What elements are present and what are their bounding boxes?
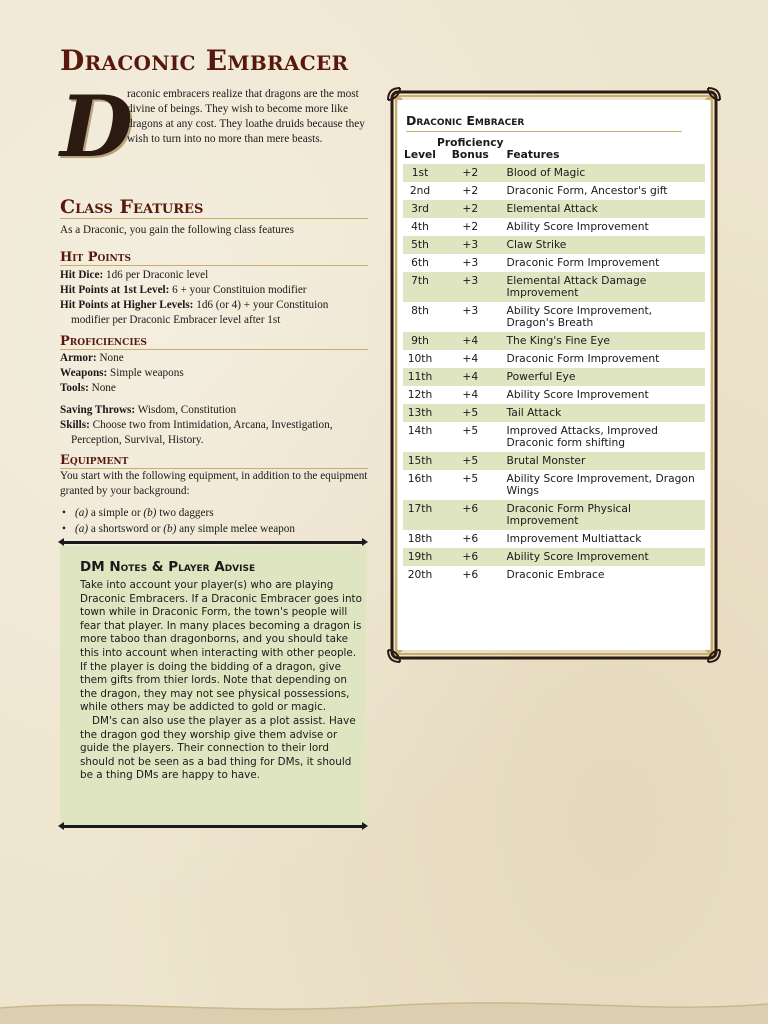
saving-throws-block <box>60 403 368 448</box>
bonus-cell: +2 <box>462 184 479 197</box>
option-a-marker: (a) <box>75 523 89 535</box>
table-row <box>403 500 705 530</box>
table-row <box>403 332 705 350</box>
proficiencies-block <box>60 351 368 396</box>
table-row <box>403 236 705 254</box>
features-cell: The King's Fine Eye <box>504 332 705 350</box>
list-item <box>60 505 368 521</box>
features-cell: Ability Score Improvement, Dragon Wings <box>506 472 695 497</box>
tools-label: Tools: <box>60 382 89 394</box>
bonus-cell: +3 <box>437 272 504 302</box>
features-cell: Ability Score Improvement <box>506 220 649 233</box>
skills-line <box>60 418 368 448</box>
level-cell: 4th <box>411 220 429 233</box>
bonus-cell: +6 <box>437 500 504 530</box>
table-title: Draconic Embracer <box>406 113 525 128</box>
features-cell: Improved Attacks, Improved Draconic form shifting <box>506 424 658 449</box>
bonus-cell: +5 <box>437 404 504 422</box>
level-cell: 1st <box>403 164 437 182</box>
hit-points-heading: Hit Points <box>60 250 368 266</box>
features-cell: Blood of Magic <box>504 164 705 182</box>
option-a-text: a shortsword or <box>90 523 161 535</box>
tools-value: None <box>91 382 116 394</box>
header-proficiency-bonus <box>437 137 504 164</box>
level-cell: 15th <box>403 452 437 470</box>
table-row <box>403 182 705 200</box>
features-cell: Elemental Attack Damage Improvement <box>504 272 705 302</box>
hit-dice-line <box>60 268 368 283</box>
level-cell: 17th <box>403 500 437 530</box>
bonus-cell: +2 <box>462 220 479 233</box>
level-cell: 11th <box>403 368 437 386</box>
skills-label: Skills: <box>60 419 90 431</box>
dm-notes-box <box>60 546 366 826</box>
hit-dice-label: Hit Dice: <box>60 269 104 281</box>
features-cell: Draconic Form Improvement <box>506 352 660 365</box>
table-row <box>403 350 705 368</box>
first-level-label: Hit Points at 1st Level: <box>60 284 170 296</box>
proficiencies-heading: Proficiencies <box>60 334 368 350</box>
higher-levels-value: 1d6 (or 4) + your Constituion modifier per Draconic Embracer level after 1st <box>71 299 329 326</box>
option-b-text: any simple melee weapon <box>179 523 295 535</box>
table-row <box>403 272 705 302</box>
hit-points-block <box>60 268 368 328</box>
list-item <box>60 521 368 537</box>
higher-levels-line <box>60 298 368 328</box>
table-row <box>403 254 705 272</box>
table-row <box>403 200 705 218</box>
option-a-text: a simple or <box>90 507 141 519</box>
features-cell: Powerful Eye <box>504 368 705 386</box>
header-prof-line2: Bonus <box>451 148 489 161</box>
features-cell: Tail Attack <box>504 404 705 422</box>
hit-dice-value: 1d6 per Draconic level <box>105 269 209 281</box>
features-cell: Draconic Form, Ancestor's gift <box>506 184 668 197</box>
table-row <box>403 164 705 182</box>
skills-value: Choose two from Intimidation, Arcana, Investigation, Perception, Survival, History. <box>71 419 333 446</box>
saving-throws-line <box>60 403 368 418</box>
features-cell: Draconic Form Physical Improvement <box>504 500 705 530</box>
table-row <box>403 530 705 548</box>
bonus-cell: +3 <box>462 304 479 317</box>
drop-cap-letter: D <box>60 77 133 176</box>
heading-rule <box>60 218 368 219</box>
page-title: Draconic Embracer <box>60 44 349 77</box>
footer-ornament <box>0 994 768 1024</box>
level-cell: 9th <box>403 332 437 350</box>
header-level: Level <box>404 148 436 161</box>
bonus-cell: +4 <box>437 368 504 386</box>
features-cell: Elemental Attack <box>504 200 705 218</box>
armor-value: None <box>99 352 124 364</box>
table-row <box>403 548 705 566</box>
features-cell: Improvement Multiattack <box>506 532 642 545</box>
table-row <box>403 218 705 236</box>
table-row <box>403 368 705 386</box>
bonus-cell: +5 <box>462 472 479 485</box>
bonus-cell: +5 <box>437 452 504 470</box>
weapons-value: Simple weapons <box>110 367 184 379</box>
table-row <box>403 422 705 452</box>
bonus-cell: +2 <box>437 164 504 182</box>
dm-notes-body <box>80 579 362 783</box>
first-level-value: 6 + your Constituion modifier <box>172 284 307 296</box>
features-cell: Ability Score Improvement <box>506 388 649 401</box>
equipment-list <box>60 505 368 537</box>
level-cell: 3rd <box>403 200 437 218</box>
features-cell: Draconic Embrace <box>506 568 605 581</box>
features-cell: Claw Strike <box>504 236 705 254</box>
bonus-cell: +2 <box>437 200 504 218</box>
armor-line <box>60 351 368 366</box>
higher-levels-label: Hit Points at Higher Levels: <box>60 299 194 311</box>
dm-notes-paragraph-1: Take into account your player(s) who are playing Draconic Embracers. If a Draconic Embracer goes into town while in Draconic Form, the town's people will fear that player. In many places becoming a dragon is more taboo than dragonborns, and you should take this into account when interacting with other people. If the player is doing the bidding of a dragon, give them gifts from thier lords. Note that depending on the dragon, they may not see physical possessions, while others may be addicted to gold or magic. <box>80 579 362 714</box>
table-body <box>403 164 705 584</box>
features-cell: Draconic Form Improvement <box>506 256 660 269</box>
table-row <box>403 386 705 404</box>
option-b-marker: (b) <box>143 507 157 519</box>
bonus-cell: +4 <box>437 332 504 350</box>
bonus-cell: +6 <box>437 548 504 566</box>
class-features-heading: Class Features <box>60 196 204 218</box>
level-cell: 13th <box>403 404 437 422</box>
level-cell: 18th <box>407 532 433 545</box>
level-table <box>403 137 705 584</box>
level-cell: 20th <box>407 568 433 581</box>
table-row <box>403 566 705 584</box>
equipment-list-wrap <box>60 505 368 537</box>
table-row <box>403 404 705 422</box>
bonus-cell: +6 <box>462 532 479 545</box>
features-cell: Brutal Monster <box>504 452 705 470</box>
level-cell: 19th <box>403 548 437 566</box>
table-row <box>403 302 705 332</box>
table-row <box>403 470 705 500</box>
note-bottom-bar <box>62 825 364 828</box>
bonus-cell: +4 <box>462 352 479 365</box>
table-row <box>403 452 705 470</box>
option-b-marker: (b) <box>163 523 177 535</box>
weapons-label: Weapons: <box>60 367 108 379</box>
intro-text: raconic embracers realize that dragons are the most divine of beings. They wish to become more like dragons at any cost. They loathe druids because they wish to turn into no more than mere beasts. <box>127 88 365 145</box>
level-cell: 14th <box>407 424 433 437</box>
level-cell: 6th <box>411 256 429 269</box>
header-features: Features <box>506 148 560 161</box>
level-cell: 16th <box>407 472 433 485</box>
weapons-line <box>60 366 368 381</box>
equipment-lead: You start with the following equipment, in addition to the equipment granted by your background: <box>60 470 368 497</box>
bonus-cell: +6 <box>462 568 479 581</box>
level-cell: 12th <box>407 388 433 401</box>
dm-notes-paragraph-2: DM's can also use the player as a plot assist. Have the dragon god they worship give them advise or guide the players. Their connection to their lord should not be seen as a bad thing for DMs, it should be a thing DMs are happy to have. <box>80 714 356 782</box>
first-level-line <box>60 283 368 298</box>
option-a-marker: (a) <box>75 507 89 519</box>
bonus-cell: +3 <box>462 256 479 269</box>
level-cell: 2nd <box>409 184 431 197</box>
level-cell: 5th <box>403 236 437 254</box>
level-cell: 8th <box>411 304 429 317</box>
bonus-cell: +3 <box>437 236 504 254</box>
armor-label: Armor: <box>60 352 97 364</box>
saving-throws-value: Wisdom, Constitution <box>137 404 237 416</box>
features-cell: Ability Score Improvement, Dragon's Breath <box>506 304 653 329</box>
tools-line <box>60 381 368 396</box>
bonus-cell: +4 <box>462 388 479 401</box>
table-title-rule <box>406 131 682 132</box>
header-prof-line1: Proficiency <box>437 136 504 149</box>
bonus-cell: +5 <box>462 424 479 437</box>
equipment-heading: Equipment <box>60 453 368 469</box>
dm-notes-title: DM Notes & Player Advise <box>80 559 256 575</box>
class-features-lead: As a Draconic, you gain the following class features <box>60 224 294 236</box>
table-header-row <box>403 137 705 164</box>
option-b-text: two daggers <box>159 507 214 519</box>
level-cell: 7th <box>403 272 437 302</box>
note-top-bar <box>62 541 364 544</box>
features-cell: Ability Score Improvement <box>504 548 705 566</box>
level-cell: 10th <box>407 352 433 365</box>
saving-throws-label: Saving Throws: <box>60 404 136 416</box>
